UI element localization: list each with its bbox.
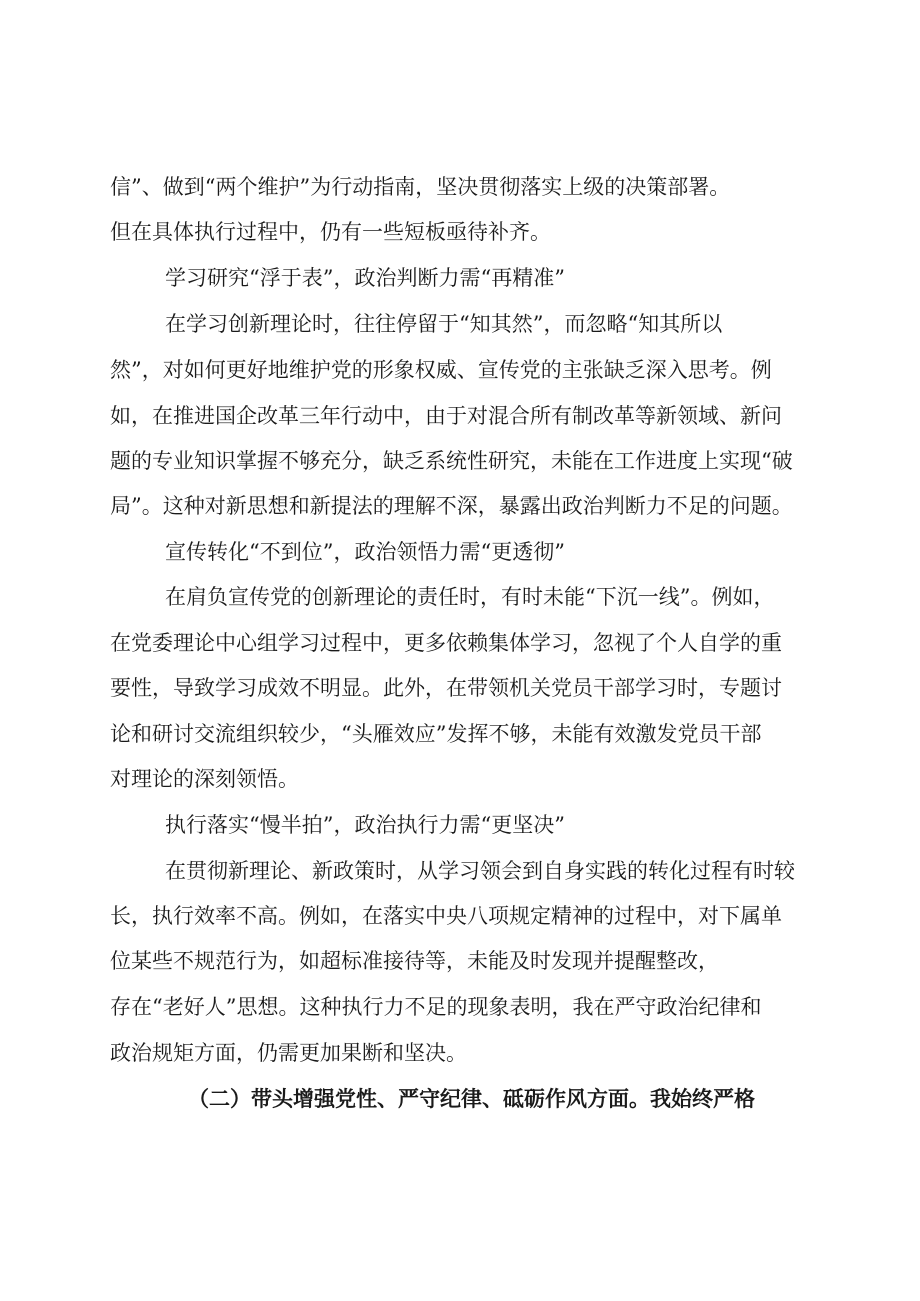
text-line: 在肩负宣传党的创新理论的责任时，有时未能“下沉一线”。例如， xyxy=(165,585,775,609)
text-line: 存在“老好人”思想。这种执行力不足的现象表明，我在严守政治纪律和 xyxy=(110,995,762,1019)
section-heading: 学习研究“浮于表”，政治判断力需“再精准” xyxy=(165,266,565,290)
text-line: 政治规矩方面，仍需更加果断和坚决。 xyxy=(110,1041,467,1065)
text-line: 然”，对如何更好地维护党的形象权威、宣传党的主张缺乏深入思考。例 xyxy=(110,358,772,382)
text-line: 但在具体执行过程中，仍有一些短板亟待补齐。 xyxy=(110,220,551,244)
text-line: 在学习创新理论时，往往停留于“知其然”，而忽略“知其所以 xyxy=(165,312,723,336)
text-line: 题的专业知识掌握不够充分，缺乏系统性研究，未能在工作进度上实现“破 xyxy=(110,449,793,473)
subsection-heading: （二）带头增强党性、严守纪律、砥砺作风方面。我始终严格 xyxy=(188,1086,755,1111)
text-line: 在贯彻新理论、新政策时，从学习领会到自身实践的转化过程有时较 xyxy=(165,859,795,883)
text-line: 对理论的深刻领悟。 xyxy=(110,767,299,791)
text-line: 信”、做到“两个维护”为行动指南，坚决贯彻落实上级的决策部署。 xyxy=(110,175,731,199)
text-line: 长，执行效率不高。例如，在落实中央八项规定精神的过程中，对下属单 xyxy=(110,904,782,928)
section-heading: 执行落实“慢半拍”，政治执行力需“更坚决” xyxy=(165,813,565,837)
text-line: 要性，导致学习成效不明显。此外，在带领机关党员干部学习时，专题讨 xyxy=(110,676,782,700)
text-line: 论和研讨交流组织较少，“头雁效应”发挥不够，未能有效激发党员干部 xyxy=(110,722,762,746)
text-line: 局”。这种对新思想和新提法的理解不深，暴露出政治判断力不足的问题。 xyxy=(110,494,793,518)
text-line: 如，在推进国企改革三年行动中，由于对混合所有制改革等新领域、新问 xyxy=(110,404,782,428)
section-heading: 宣传转化“不到位”，政治领悟力需“更透彻” xyxy=(165,540,565,564)
text-line: 在党委理论中心组学习过程中，更多依赖集体学习，忽视了个人自学的重 xyxy=(110,631,782,655)
text-line: 位某些不规范行为，如超标准接待等，未能及时发现并提醒整改， xyxy=(110,949,719,973)
